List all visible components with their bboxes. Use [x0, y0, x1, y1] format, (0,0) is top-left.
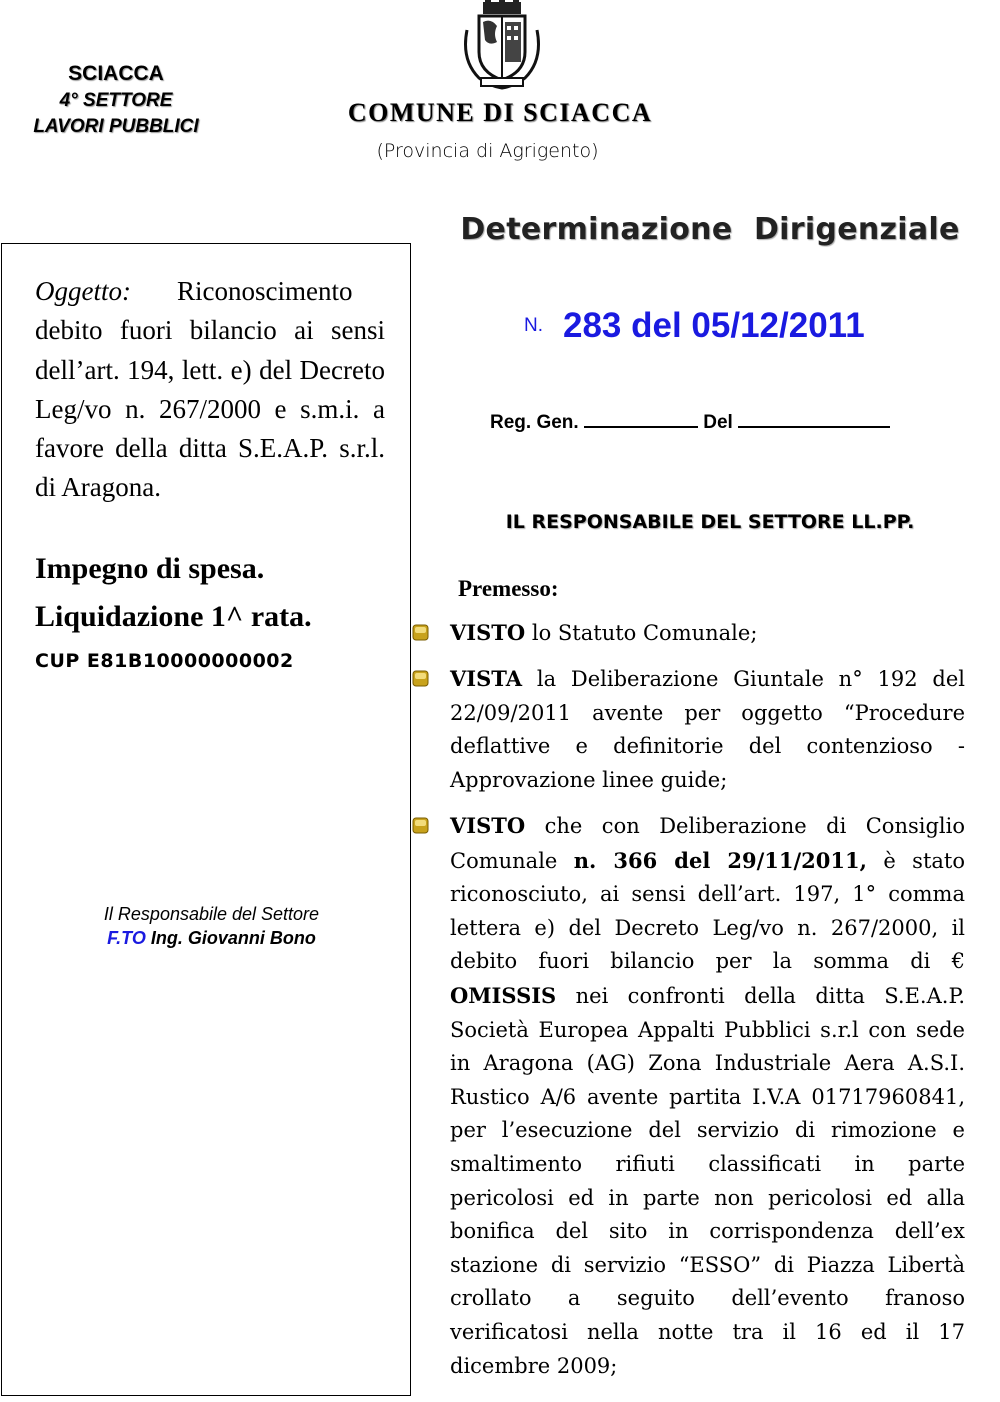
- document-number: 283 del 05/12/2011: [563, 306, 865, 345]
- signature-role: Il Responsabile del Settore: [103, 904, 320, 924]
- impegno-line: Impegno di spesa.: [35, 552, 265, 585]
- signature-name: Ing. Giovanni Bono: [150, 928, 316, 948]
- reg-gen-blank: [584, 412, 698, 428]
- office-name: LAVORI PUBBLICI: [33, 116, 199, 137]
- signature-block: [40, 902, 383, 950]
- subject-text: [35, 272, 385, 508]
- list-item: [450, 662, 965, 797]
- item-keyword: VISTA: [450, 666, 523, 691]
- list-item: [450, 809, 965, 1383]
- sector-header: [0, 60, 232, 140]
- cup-code: CUP E81B10000000002: [35, 650, 294, 672]
- sector-name: 4° SETTORE: [59, 90, 173, 111]
- bullet-icon: [412, 817, 429, 834]
- document-title: Determinazione Dirigenziale: [460, 212, 960, 247]
- coat-of-arms-icon: [459, 0, 545, 92]
- comune-title: COMUNE DI SCIACCA: [347, 98, 653, 127]
- item-text: è stato riconosciuto, ai sensi dell’art. 197, 1° comma lettera e) del Decreto Leg/vo n. 267/2000, il debito fuori bilancio per la somma di €: [450, 848, 966, 974]
- premesso-heading: Premesso:: [458, 576, 559, 601]
- list-item: [450, 616, 965, 651]
- amount-omitted: OMISSIS: [450, 982, 557, 1008]
- item-keyword: VISTO: [450, 620, 526, 645]
- item-text: che con Deliberazione di Consiglio Comunale: [450, 814, 965, 873]
- city-name: SCIACCA: [68, 62, 164, 85]
- fto-mark: F.TO: [107, 928, 146, 948]
- subject-body: Riconoscimento debito fuori bilancio ai sensi dell’art. 194, lett. e) del Decreto Leg/vo n. 267/2000 e s.m.i. a favore della ditta S.E.A.P. s.r.l. di Aragona.: [35, 276, 385, 503]
- subject-label: Oggetto:: [35, 276, 131, 306]
- bullet-icon: [412, 624, 429, 641]
- provincia-label: (Provincia di Agrigento): [376, 140, 599, 162]
- registry-row: [490, 412, 890, 434]
- responsible-heading: IL RESPONSABILE DEL SETTORE LL.PP.: [505, 511, 915, 533]
- item-text: la Deliberazione Giuntale n° 192 del 22/09/2011 avente per oggetto “Procedure deflattive e definitorie del contenzioso - Approvazione linee guide;: [450, 667, 965, 792]
- reg-gen-label: Reg. Gen.: [490, 412, 579, 433]
- document-number-row: [524, 306, 865, 346]
- del-label: Del: [703, 412, 733, 433]
- item-text: lo Statuto Comunale;: [525, 621, 758, 645]
- liquidazione-line: Liquidazione 1^ rata.: [35, 600, 312, 633]
- bullet-icon: [412, 670, 429, 687]
- del-blank: [738, 412, 890, 428]
- item-keyword: VISTO: [450, 813, 526, 838]
- number-label: N.: [524, 315, 543, 336]
- item-text: nei confronti della ditta S.E.A.P. Società Europea Appalti Pubblici s.r.l con sede in Aragona (AG) Zona Industriale Aera A.S.I. Rustico A/6 avente partita I.V.A 01717960841, per l’esecuzione del servizio di rimozione e smaltimento rifiuti classificati in parte pericolosi ed in parte non pericolosi ed alla bonifica del sito in corrispondenza dell’ex stazione di servizio “ESSO” di Piazza Libertà crollato a seguito dell’evento franoso verificatosi nella notte tra il 16 ed il 17 dicembre 2009;: [450, 983, 965, 1378]
- deliberation-ref: n. 366 del 29/11/2011,: [573, 847, 867, 873]
